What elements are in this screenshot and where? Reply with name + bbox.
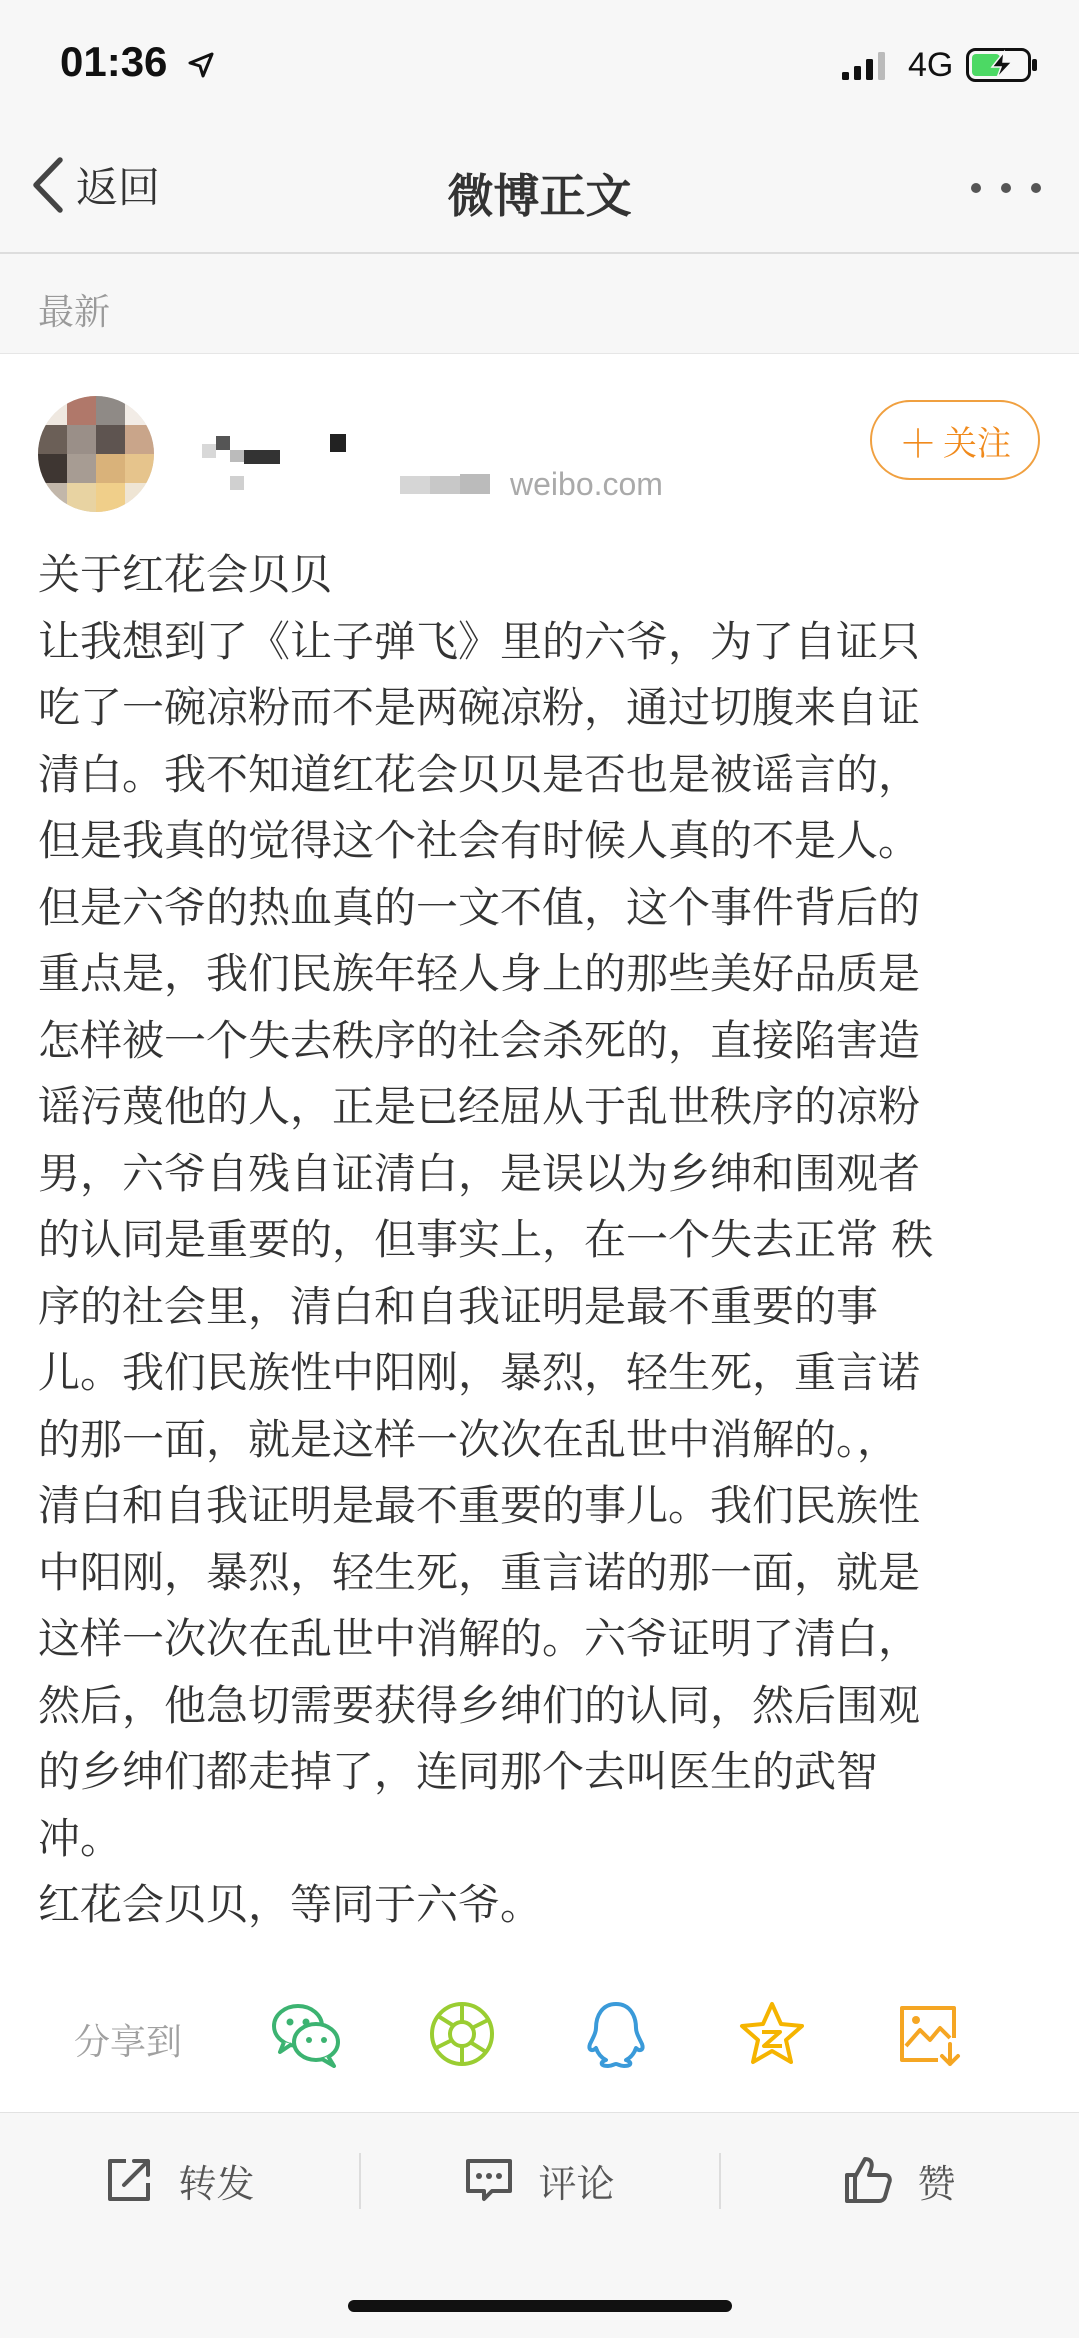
post-body [38,542,1048,1939]
thumbs-up-icon [843,2155,893,2205]
post-text-line: 的乡绅们都走掉了，连同那个去叫医生的武智 [38,1747,879,1796]
qzone-icon[interactable] [736,1998,808,2070]
post-text-line: 中阳刚，暴烈，轻生死，重言诺的那一面，就是 [38,1547,921,1597]
section-label: 最新 [38,292,111,333]
status-bar [0,0,1079,120]
post-text-line: 但是六爷的热血真的一文不值，这个事件背后的 [38,882,921,932]
comment-label: 评论 [538,2161,615,2206]
follow-button[interactable] [870,400,1040,480]
post-text-line: 男，六爷自残自证清白，是误以为乡绅和围观者 [38,1148,921,1198]
post-text-line: 这样一次次在乱世中消解的。六爷证明了清白， [38,1614,921,1663]
repost-icon [104,2155,154,2205]
post-text-line: 冲。 [38,1813,123,1863]
home-indicator[interactable] [348,2300,732,2312]
post-text-line: 的认同是重要的，但事实上，在一个失去正常 秩 [38,1215,934,1264]
repost-label: 转发 [178,2161,255,2206]
follow-label: 关注 [943,423,1011,464]
status-time: 01:36 [60,38,168,85]
avatar-pixelated-image [38,396,154,512]
post-text-line: 关于红花会贝贝 [38,550,333,599]
like-label: 赞 [917,2161,956,2206]
wechat-icon[interactable] [270,1998,342,2070]
signal-icon [842,52,888,80]
moments-icon[interactable] [426,1998,498,2070]
post-text-line: 然后，他急切需要获得乡绅们的认同，然后围观 [38,1680,921,1730]
comment-button[interactable] [360,2113,719,2247]
post-text-line: 重点是，我们民族年轻人身上的那些美好品质是 [38,949,921,998]
post-text-line: 让我想到了《让子弹飞》里的六爷，为了自证只 [38,616,921,666]
post-text-line: 红花会贝贝，等同于六爷。 [38,1880,543,1929]
post-source: weibo.com [510,466,663,502]
action-bar [0,2112,1079,2246]
network-label: 4G [908,46,954,84]
post-text-line: 序的社会里，清白和自我证明是最不重要的事 [38,1281,879,1331]
battery-charging-icon [966,48,1038,82]
share-label: 分享到 [74,2022,183,2063]
qq-icon[interactable] [580,1998,652,2070]
bottom-safe-area [0,2246,1079,2338]
post-text-line: 儿。我们民族性中阳刚，暴烈，轻生死，重言诺 [38,1348,921,1397]
plus-icon: ＋ [898,421,937,466]
post-text-line: 但是我真的觉得这个社会有时候人真的不是人。 [38,816,921,865]
post-text-line: 清白和自我证明是最不重要的事儿。我们民族性 [38,1481,921,1530]
post-text-line: 的那一面，就是这样一次次在乱世中消解的。， [38,1414,900,1464]
back-label: 返回 [76,163,161,212]
post-text-line: 怎样被一个失去秩序的社会杀死的，直接陷害造 [38,1015,921,1065]
location-arrow-icon [188,52,214,78]
section-header [0,254,1079,354]
avatar[interactable] [38,396,154,512]
page-title: 微博正文 [447,169,632,223]
save-image-icon[interactable] [892,1998,964,2070]
source-blurred [400,470,496,500]
repost-button[interactable] [0,2113,359,2247]
more-icon[interactable] [968,176,1044,200]
post-text-line: 吃了一碗凉粉而不是两碗凉粉，通过切腹来自证 [38,683,921,732]
nav-bar [0,120,1079,254]
post-text-line: 清白。我不知道红花会贝贝是否也是被谣言的， [38,749,921,799]
username-blurred[interactable] [190,418,360,498]
comment-icon [464,2155,514,2205]
like-button[interactable] [720,2113,1079,2247]
share-row [0,1990,1079,2090]
post-text-line: 谣污蔑他的人，正是已经屈从于乱世秩序的凉粉 [38,1082,921,1131]
